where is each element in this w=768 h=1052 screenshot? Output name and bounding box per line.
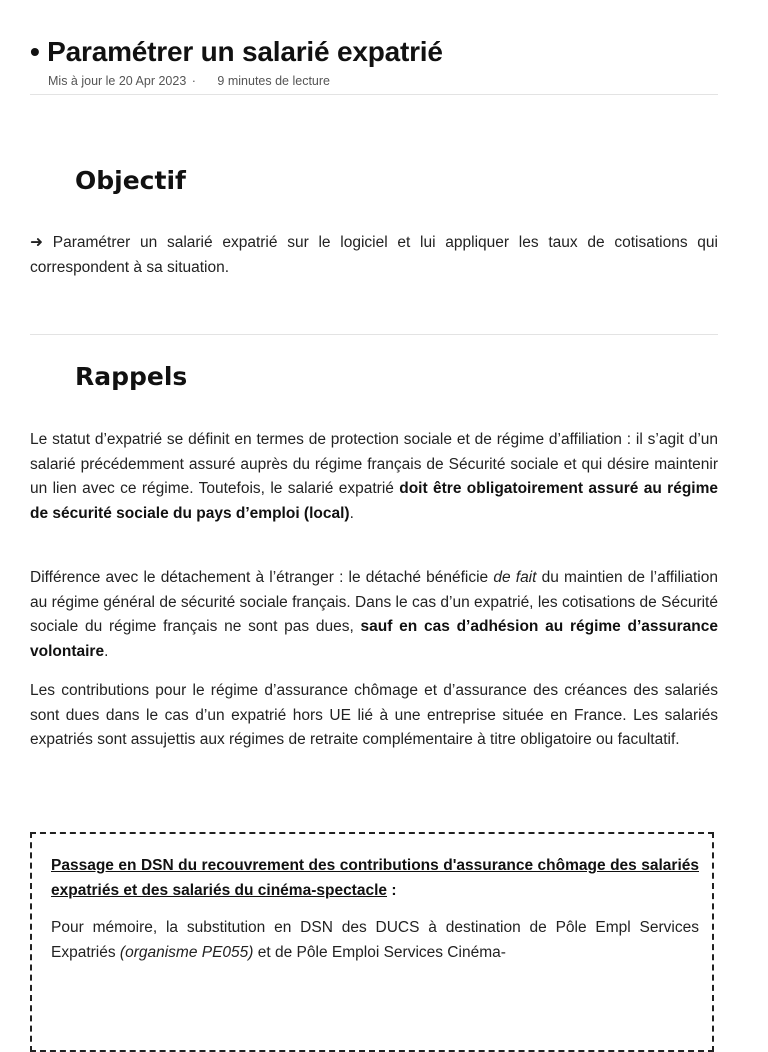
- rappels-p2-bold: sauf en cas d’adhésion au régime d’assurance volontaire: [30, 618, 718, 660]
- section-heading-objectif: Objectif: [75, 166, 186, 195]
- meta-separator: ·: [191, 74, 196, 88]
- note-box: [30, 832, 714, 1052]
- rappels-paragraph-1: [30, 428, 718, 526]
- header-divider: [30, 94, 718, 95]
- rappels-p2-italic: de fait: [493, 569, 537, 586]
- rappels-paragraph-2: [30, 566, 718, 664]
- note-title-end: :: [387, 881, 397, 899]
- note-title: [51, 854, 699, 903]
- rappels-p1-text: Le statut d’expatrié se définit en termes de protection sociale et de régime d’affiliation : il s’agit d’un salarié précédemment assuré auprès du régime français de Sécurité sociale et qui désire maintenir un lien avec ce régime. Toutefois, le salarié expatrié: [30, 431, 718, 497]
- note-text: [51, 916, 699, 965]
- updated-date: Mis à jour le 20 Apr 2023: [48, 74, 187, 88]
- reading-time: 9 minutes de lecture: [217, 74, 330, 88]
- rappels-paragraph-3: Les contributions pour le régime d’assurance chômage et d’assurance des créances des salariés sont dues dans le cas d’un expatrié hors UE lié à une entreprise située en France. Les salariés expatriés sont assujettis aux régimes de retraite complémentaire à titre obligatoire ou facultatif.: [30, 682, 718, 748]
- objectif-paragraph: [30, 231, 718, 280]
- note-title-underlined: Passage en DSN du recouvrement des contributions d'assurance chômage des salariés expatriés et des salariés du cinéma-spectacle: [51, 857, 699, 899]
- section-heading-rappels: Rappels: [75, 362, 188, 391]
- rappels-p2-mid: du maintien de l’affiliation au régime général de sécurité sociale français. Dans le cas d’un expatrié, les cotisations de Sécurité sociale du régime français ne sont pas dues,: [30, 569, 718, 635]
- note-text-start: Pour mémoire, la substitution en DSN des DUCS à destination de Pôle Empl Services Expatriés: [51, 919, 699, 961]
- rappels-p1-bold: doit être obligatoirement assuré au régime de sécurité sociale du pays d’emploi (local): [30, 480, 718, 522]
- note-text-end: et de Pôle Emploi Services Cinéma-: [253, 943, 506, 961]
- rappels-p1-end: .: [349, 504, 354, 522]
- objectif-text: Paramétrer un salarié expatrié sur le logiciel et lui appliquer les taux de cotisations qui correspondent à sa situation.: [30, 234, 718, 276]
- page-title: • Paramétrer un salarié expatrié: [30, 36, 443, 67]
- rappels-p2-start: Différence avec le détachement à l’étranger : le détaché bénéficie: [30, 569, 494, 586]
- note-text-italic: (organisme PE055): [119, 943, 254, 961]
- section-divider: [30, 334, 718, 335]
- article-meta: [48, 74, 330, 88]
- rappels-p2-end: .: [104, 642, 109, 660]
- arrow-icon: ➜: [30, 234, 43, 251]
